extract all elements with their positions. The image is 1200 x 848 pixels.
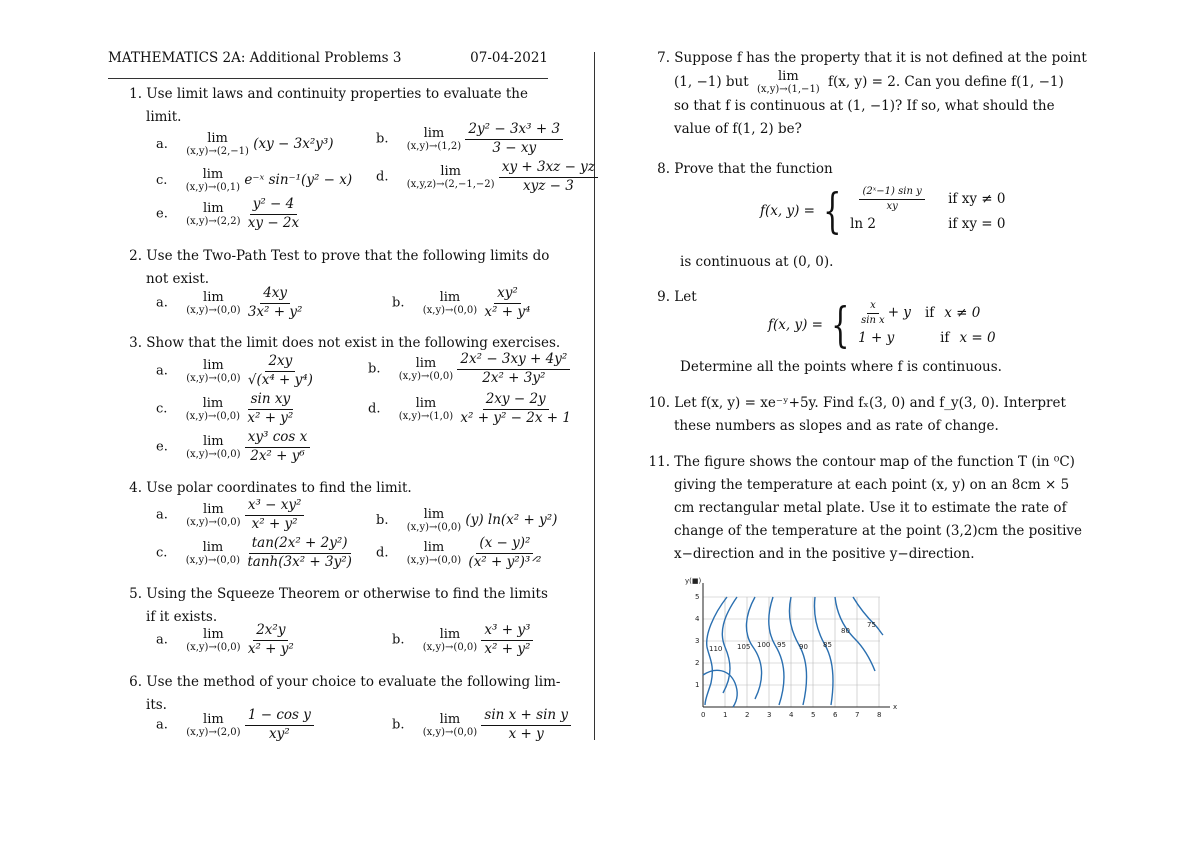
q5-text1: Using the Squeeze Theorem or otherwise to find the limits: [146, 586, 548, 602]
q4-num: 4.: [129, 480, 142, 496]
q8-p1den: xy: [886, 200, 898, 212]
q6-a-num: 1 − cos y: [245, 708, 314, 726]
q1-b-den: 3 − xy: [492, 139, 537, 156]
q2b: [392, 286, 533, 320]
q7: [646, 47, 1087, 141]
lim-symbol: lim: [203, 289, 224, 305]
q3-c-num: sin xy: [248, 392, 293, 410]
q3-num: 3.: [129, 335, 142, 351]
q1c: [156, 168, 352, 193]
fraction: [245, 623, 297, 657]
q9-p1rest: + y: [887, 304, 911, 321]
q4-c-sub: (x,y)→(0,0): [185, 554, 241, 566]
lim-symbol: lim: [202, 539, 224, 555]
fraction: [465, 122, 563, 156]
q9-num: 9.: [657, 289, 670, 305]
limit-operator: [186, 359, 240, 384]
q3-e-label: e.: [156, 439, 168, 455]
contour-xticks-0: 0: [701, 711, 706, 719]
q4-a-den: x² + y²: [251, 515, 298, 532]
contour-xticks-4: 4: [789, 711, 794, 719]
lim-symbol: lim: [415, 395, 437, 411]
q3-b-sub: (x,y)→(0,0): [398, 370, 454, 382]
q2-b-den: x² + y⁴: [484, 303, 531, 320]
q3-b-num: 2x² − 3xy + 4y²: [457, 352, 570, 370]
fraction: [858, 300, 888, 326]
q8-num: 8.: [657, 161, 670, 177]
q11-num: 11.: [648, 454, 670, 470]
q8-conclusion: is continuous at (0, 0).: [680, 254, 834, 270]
q1-d-num: xy + 3xz − yz: [499, 160, 598, 178]
q2-text1: Use the Two-Path Test to prove that the following limits do: [146, 248, 550, 264]
q3-text1: Show that the limit does not exist in the following exercises.: [146, 335, 561, 351]
q3a: [156, 354, 316, 388]
q4-a-label: a.: [156, 507, 168, 523]
limit-operator: [186, 435, 240, 460]
piecewise-brace: {: [823, 183, 842, 239]
contour-value-labels: [709, 621, 876, 653]
q6-b-num: sin x + sin y: [481, 708, 571, 726]
contour-axes: [703, 583, 890, 707]
q4a: [156, 498, 304, 532]
contour-xticks-3: 3: [767, 711, 772, 719]
contour-map-figure: [675, 575, 905, 720]
q10-l1: Let f(x, y) = xe⁻ʸ+5y. Find fₓ(3, 0) and f_y(3, 0). Interpret: [674, 395, 1066, 411]
q11-l3: cm rectangular metal plate. Use it to estimate the rate of: [674, 500, 1067, 516]
q2-a-sub: (x,y)→(0,0): [186, 304, 241, 316]
q5-b-num: x³ + y³: [481, 623, 533, 641]
q3-b-label: b.: [368, 361, 381, 377]
q6-a-label: a.: [156, 717, 168, 733]
q4-c-den: tanh(3x² + 3y²): [247, 553, 352, 570]
q2-text2: not exist.: [146, 271, 210, 287]
q1-d-label: d.: [376, 169, 389, 185]
q2-b-num: xy²: [494, 286, 521, 304]
q6-a-sub: (x,y)→(2,0): [186, 726, 241, 738]
q9-p1cond: if: [924, 304, 935, 321]
q8-p2: ln 2: [850, 216, 877, 232]
fraction: [245, 430, 310, 464]
lim-symbol: lim: [423, 125, 445, 141]
q5-b-label: b.: [392, 632, 405, 648]
limit-operator: [186, 541, 240, 566]
q2-num: 2.: [129, 248, 142, 264]
q3-a-sub: (x,y)→(0,0): [186, 372, 241, 384]
limit-operator: [186, 628, 240, 653]
limit-operator: [423, 713, 477, 738]
q5-b-den: x² + y²: [484, 640, 531, 657]
piecewise-cases: [850, 186, 1005, 236]
contour-labels-2: 100: [757, 641, 771, 649]
q2-a-num: 4xy: [260, 286, 290, 304]
q2-text: [118, 245, 549, 291]
q3-b-den: 2x² + 3y²: [482, 369, 546, 386]
q2a: [156, 286, 305, 320]
q5a: [156, 623, 297, 657]
q3-c-den: x² + y²: [247, 409, 294, 426]
q5-text2: if it exists.: [146, 609, 218, 625]
fraction: [481, 708, 571, 742]
contour-yticks-1: 2: [695, 659, 700, 667]
q9-p2cond: if: [940, 330, 950, 346]
lim-symbol: lim: [203, 711, 224, 727]
q8-p1num: (2ˣ−1) sin y: [859, 186, 924, 200]
q4-c-num: tan(2x² + 2y²): [249, 536, 351, 554]
q1-e-sub: (x,y)→(2,2): [186, 215, 241, 227]
q4-d-den: (x² + y²)³ᐟ²: [468, 553, 542, 570]
q9-question: Determine all the points where f is continuous.: [680, 359, 1002, 375]
q6-b-den: x + y: [508, 725, 544, 742]
limit-operator: [186, 202, 240, 227]
q1-e-num: y² − 4: [250, 197, 298, 215]
fraction: [457, 392, 574, 426]
q6b: [392, 708, 571, 742]
q4-text1: Use polar coordinates to find the limit.: [146, 480, 412, 496]
limit-operator: [399, 357, 453, 382]
limit-operator: [399, 397, 453, 422]
fraction: [481, 286, 533, 320]
lim-symbol: lim: [203, 357, 224, 373]
lim-symbol: lim: [202, 433, 224, 449]
contour-labels-3: 95: [777, 641, 786, 649]
fraction: [245, 197, 302, 231]
q1-num: 1.: [129, 86, 142, 102]
q6-b-sub: (x,y)→(0,0): [422, 726, 478, 738]
q4b: [376, 508, 557, 533]
q6a: [156, 708, 314, 742]
contour-xticks-6: 6: [833, 711, 838, 719]
header-date: 07-04-2021: [470, 50, 548, 66]
lim-symbol: lim: [203, 626, 224, 642]
column-divider: [594, 52, 595, 740]
q4-d-sub: (x,y)→(0,0): [406, 554, 462, 566]
limit-operator: [186, 713, 240, 738]
contour-105: [722, 597, 737, 693]
q6-text2: its.: [146, 697, 167, 713]
q11-l2: giving the temperature at each point (x, y) on an 8cm × 5: [674, 477, 1070, 493]
q9-p2c2: x = 0: [959, 330, 996, 346]
fraction: [244, 536, 355, 570]
q3-e-num: xy³ cos x: [245, 430, 310, 448]
q7-l2b: f(x, y) = 2. Can you define f(1, −1): [828, 74, 1064, 90]
q1-e-den: xy − 2x: [247, 214, 300, 231]
header-title: MATHEMATICS 2A: Additional Problems 3: [108, 50, 402, 66]
q9-function: [768, 297, 996, 353]
lim-symbol: lim: [415, 355, 437, 371]
q11: [646, 451, 1082, 566]
fraction: [245, 708, 314, 742]
q1-d-den: xyz − 3: [522, 177, 574, 194]
limit-operator: [407, 165, 495, 190]
q1-c-label: c.: [156, 173, 168, 188]
x-axis-label: x: [893, 703, 898, 711]
q7-l3: so that f is continuous at (1, −1)? If so, what should the: [674, 98, 1055, 114]
contour-lower-left: [703, 670, 737, 707]
q1-c-sub: (x,y)→(0,1): [185, 182, 241, 193]
q2-a-den: 3x² + y²: [247, 303, 303, 320]
q1d: [376, 160, 598, 194]
q3e: [156, 430, 310, 464]
q3d: [368, 392, 574, 426]
fraction: [245, 354, 316, 388]
q2-b-label: b.: [392, 295, 405, 311]
q7-l2sub: (x,y)→(1,−1): [756, 84, 820, 95]
q4-a-sub: (x,y)→(0,0): [186, 516, 241, 528]
q5-b-sub: (x,y)→(0,0): [422, 641, 478, 653]
q4-b-sub: (x,y)→(0,0): [406, 522, 462, 533]
limit-operator: [407, 127, 461, 152]
q4-b-expr: (y) ln(x² + y²): [465, 512, 558, 528]
lim-symbol: lim: [423, 507, 445, 522]
contour-labels-7: 75: [867, 621, 876, 629]
q2-a-label: a.: [156, 295, 168, 311]
q3-c-sub: (x,y)→(0,0): [185, 410, 241, 422]
q8-p1cond: if xy ≠ 0: [948, 190, 1006, 207]
q5b: [392, 623, 533, 657]
q4-c-label: c.: [156, 545, 168, 561]
contour-xticks-2: 2: [745, 711, 750, 719]
contour-85: [814, 597, 833, 705]
q4-b-label: b.: [376, 513, 389, 528]
q9-p1den: sin x: [861, 314, 885, 326]
fraction: [245, 498, 305, 532]
q1-text2: limit.: [146, 109, 182, 125]
contour-xticks-5: 5: [811, 711, 816, 719]
q1b: [376, 122, 563, 156]
q3-c-label: c.: [156, 401, 168, 417]
q3-d-den: x² + y² − 2x + 1: [460, 409, 571, 426]
lim-symbol: lim: [207, 131, 228, 146]
q3-a-num: 2xy: [265, 354, 295, 372]
q7-num: 7.: [657, 50, 670, 66]
q6-num: 6.: [129, 674, 142, 690]
piecewise-brace: {: [831, 297, 850, 353]
q9-p1c2: x ≠ 0: [944, 304, 981, 321]
contour-95: [769, 597, 784, 705]
q2-b-sub: (x,y)→(0,0): [422, 304, 478, 316]
q1-a-sub: (x,y)→(2,−1): [186, 146, 249, 157]
contour-75: [853, 597, 883, 635]
lim-symbol: lim: [439, 626, 461, 642]
fraction: [457, 352, 570, 386]
q9-fx: f(x, y) =: [768, 317, 823, 333]
fraction: [481, 623, 533, 657]
q9-l1: Let: [674, 289, 697, 305]
limit-operator: [186, 132, 249, 157]
q1-text1: Use limit laws and continuity properties to evaluate the: [146, 86, 528, 102]
contour-yticks-0: 1: [695, 681, 700, 689]
q9-p2: 1 + y: [858, 330, 895, 346]
fraction: [245, 286, 306, 320]
y-axis-label: y(■): [685, 577, 702, 585]
q10-num: 10.: [648, 395, 670, 411]
contour-90: [789, 597, 806, 705]
q3-e-den: 2x² + y⁶: [250, 447, 305, 464]
limit-operator: [407, 508, 461, 533]
q5-a-label: a.: [156, 632, 168, 648]
q11-l4: change of the temperature at the point (3,2)cm the positive: [674, 523, 1083, 539]
q11-l5: x−direction and in the positive y−direction.: [674, 546, 975, 562]
q3-a-den: √(x⁴ + y⁴): [247, 371, 313, 388]
q5-a-num: 2x²y: [253, 623, 288, 641]
contour-grid: [703, 597, 880, 707]
q1a: [156, 132, 334, 157]
limit-operator: [186, 503, 240, 528]
limit-operator: [186, 397, 240, 422]
q6-a-den: xy²: [269, 725, 290, 742]
q4c: [156, 536, 355, 570]
q10-l2: these numbers as slopes and as rate of change.: [674, 418, 999, 434]
contour-yticks-4: 5: [695, 593, 700, 601]
q7-l2a: (1, −1) but: [674, 74, 749, 90]
lim-symbol: lim: [203, 501, 224, 517]
q3-a-label: a.: [156, 363, 168, 379]
q3-e-sub: (x,y)→(0,0): [186, 448, 241, 460]
page-header: [108, 50, 548, 66]
fraction: [499, 160, 598, 194]
q5-num: 5.: [129, 586, 142, 602]
lim-symbol: lim: [202, 395, 224, 411]
limit-operator: [407, 541, 461, 566]
header-rule: [108, 78, 548, 79]
q4d: [376, 536, 544, 570]
q8-fx: f(x, y) =: [760, 203, 815, 219]
q8-p2cond: if xy = 0: [948, 216, 1006, 232]
q9-p1num: x: [867, 300, 879, 314]
lim-symbol: lim: [439, 289, 461, 305]
q6-b-label: b.: [392, 717, 405, 733]
q10: [646, 392, 1066, 438]
q1-a-expr: (xy − 3x²y³): [253, 136, 334, 152]
q4-d-num: (x − y)²: [476, 536, 533, 554]
contour-labels-1: 105: [737, 643, 751, 651]
q8-text: [646, 158, 833, 181]
q1-d-sub: (x,y,z)→(2,−1,−2): [406, 178, 495, 190]
contour-yticks-2: 3: [695, 637, 700, 645]
q1-b-num: 2y² − 3x³ + 3: [465, 122, 563, 140]
lim-symbol: lim: [439, 711, 461, 727]
q1e: [156, 197, 302, 231]
limit-operator: [757, 70, 820, 95]
piecewise-cases: [858, 300, 995, 350]
q1-e-label: e.: [156, 206, 168, 222]
lim-symbol: lim: [202, 167, 224, 182]
q1-b-sub: (x,y)→(1,2): [406, 140, 462, 152]
q3b: [368, 352, 570, 386]
contour-labels-5: 85: [823, 641, 832, 649]
contour-yticks-3: 4: [695, 615, 700, 623]
contour-xticks-8: 8: [877, 711, 882, 719]
limit-operator: [423, 628, 477, 653]
q5-a-den: x² + y²: [247, 640, 294, 657]
lim-symbol: lim: [440, 163, 461, 179]
lim-symbol: lim: [778, 69, 799, 84]
fraction: [850, 186, 934, 212]
q1-b-label: b.: [376, 131, 389, 147]
fraction: [465, 536, 544, 570]
contour-labels-4: 90: [799, 643, 808, 651]
q11-l1: The figure shows the contour map of the function T (in ⁰C): [674, 454, 1075, 470]
lim-symbol: lim: [202, 200, 224, 216]
q7-l1: Suppose f has the property that it is not defined at the point: [674, 50, 1087, 66]
contour-xticks-1: 1: [723, 711, 728, 719]
q1-c-expr: e⁻ˣ sin⁻¹(y² − x): [244, 172, 353, 188]
q9-text: [646, 286, 697, 309]
q3-d-label: d.: [368, 401, 381, 417]
q4-d-label: d.: [376, 545, 389, 561]
q4-a-num: x³ − xy²: [245, 498, 305, 516]
limit-operator: [186, 291, 240, 316]
limit-operator: [186, 168, 240, 193]
contour-labels-6: 80: [841, 627, 850, 635]
q3c: [156, 392, 296, 426]
contour-xticks-7: 7: [855, 711, 860, 719]
q3-d-num: 2xy − 2y: [483, 392, 549, 410]
q8-function: [760, 183, 1006, 239]
q1-a-label: a.: [156, 137, 168, 152]
contour-curves: [703, 597, 883, 707]
q3-d-sub: (x,y)→(1,0): [398, 410, 454, 422]
limit-operator: [423, 291, 477, 316]
q5-a-sub: (x,y)→(0,0): [186, 641, 241, 653]
contour-labels-0: 110: [709, 645, 723, 653]
lim-symbol: lim: [423, 539, 445, 555]
q8-l1: Prove that the function: [674, 161, 833, 177]
q7-l4: value of f(1, 2) be?: [674, 121, 802, 137]
q6-text1: Use the method of your choice to evaluate the following lim-: [146, 674, 561, 690]
fraction: [244, 392, 296, 426]
